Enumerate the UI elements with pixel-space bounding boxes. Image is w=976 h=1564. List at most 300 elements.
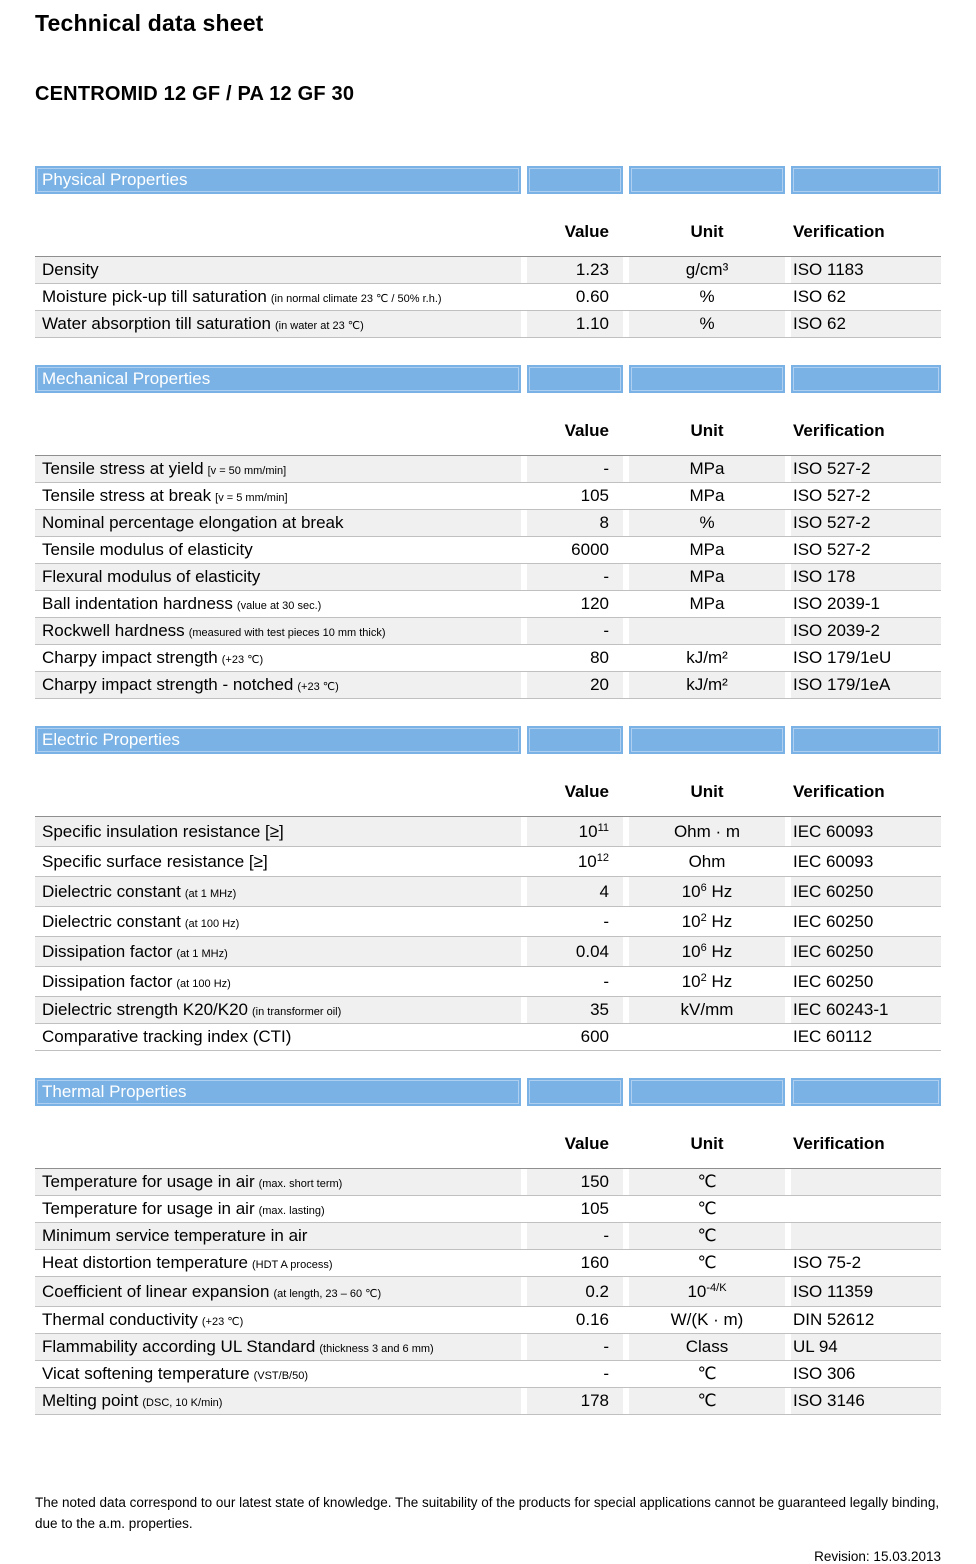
table-row (35, 906, 941, 936)
value-cell (527, 937, 623, 966)
verification-cell: IEC 60250 (793, 912, 874, 931)
section-header-bar (35, 365, 941, 393)
unit-text: MPa (689, 567, 725, 586)
verification-cell: ISO 3146 (791, 1388, 941, 1414)
table-body (35, 455, 941, 699)
verification-cell (791, 1223, 941, 1249)
column-header-value: Value (564, 782, 609, 801)
value-text: 0.04 (575, 942, 609, 961)
property-name: Dielectric constant (42, 912, 181, 931)
properties-section (35, 166, 941, 338)
table-row (35, 1387, 941, 1414)
unit-text: ℃ (697, 1199, 717, 1218)
value-cell (527, 1223, 623, 1249)
section-header-cell (629, 365, 785, 393)
table-row (35, 563, 941, 590)
property-name: Coefficient of linear expansion (42, 1282, 270, 1301)
value-cell (527, 877, 623, 906)
unit-superscript: 6 (700, 882, 707, 894)
table-row (35, 936, 941, 966)
value-text: 1.23 (575, 260, 609, 279)
section-header-cell (527, 365, 623, 393)
column-header-value: Value (564, 1134, 609, 1153)
properties-section (35, 1078, 941, 1415)
property-cell (35, 1277, 521, 1306)
property-name: Flammability according UL Standard (42, 1337, 316, 1356)
column-headers (35, 769, 941, 804)
property-note: (measured with test pieces 10 mm thick) (188, 627, 386, 639)
property-note: (DSC, 10 K/min) (142, 1397, 223, 1409)
property-cell (35, 937, 521, 966)
unit-cell (629, 591, 785, 617)
property-cell (35, 1223, 521, 1249)
section-header-cell (629, 1078, 785, 1106)
property-name: Tensile stress at yield (42, 459, 204, 478)
property-cell (35, 967, 521, 996)
verification-cell: IEC 60243-1 (791, 997, 941, 1023)
table-row (35, 283, 941, 310)
footer-note: The noted data correspond to our latest state of knowledge. The suitability of the products for special applications cannot be guaranteed legally binding, due to the a.m. properties. (35, 1495, 940, 1531)
table-row (35, 966, 941, 996)
value-text: 150 (580, 1172, 609, 1191)
value-cell (527, 907, 623, 936)
table-row (35, 455, 941, 482)
section-title: Mechanical Properties (42, 369, 211, 388)
unit-text: ℃ (697, 1391, 717, 1410)
table-row (35, 1249, 941, 1276)
property-note: (at 1 MHz) (176, 948, 228, 960)
value-cell (527, 967, 623, 996)
section-header-cell (791, 166, 941, 194)
table-body (35, 1168, 941, 1415)
property-name: Comparative tracking index (CTI) (42, 1027, 292, 1046)
table-row (35, 876, 941, 906)
table-row (35, 509, 941, 536)
verification-cell: ISO 306 (793, 1364, 856, 1383)
unit-text: g/cm³ (685, 260, 729, 279)
value-text: 10 (577, 852, 597, 871)
property-cell (35, 618, 521, 644)
property-cell (35, 817, 521, 846)
property-note: (value at 30 sec.) (236, 600, 322, 612)
section-header-cell (527, 726, 623, 754)
value-cell (527, 618, 623, 644)
property-cell (35, 997, 521, 1023)
unit-text: kV/mm (680, 1000, 734, 1019)
section-title: Physical Properties (42, 170, 188, 189)
property-name: Dissipation factor (42, 972, 173, 991)
property-note: (at 100 Hz) (176, 978, 231, 990)
table-row (35, 536, 941, 563)
value-text: - (603, 567, 609, 586)
value-text: - (603, 912, 609, 931)
table-row (35, 617, 941, 644)
property-name: Ball indentation hardness (42, 594, 233, 613)
property-cell (35, 907, 521, 936)
section-header-cell (629, 166, 785, 194)
section-header-cell (791, 365, 941, 393)
property-cell (35, 1307, 521, 1333)
value-text: 80 (590, 648, 609, 667)
unit-cell (629, 284, 785, 310)
unit-cell (629, 672, 785, 698)
value-cell (527, 1388, 623, 1414)
unit-cell (629, 997, 785, 1023)
value-cell (527, 817, 623, 846)
value-text: 600 (580, 1027, 609, 1046)
section-header-cell (791, 1078, 941, 1106)
property-note: (max. lasting) (258, 1205, 325, 1217)
property-cell (35, 1169, 521, 1195)
property-cell (35, 591, 521, 617)
unit-cell (629, 618, 785, 644)
verification-cell: ISO 527-2 (793, 540, 871, 559)
value-text: - (603, 972, 609, 991)
unit-cell (629, 483, 785, 509)
unit-cell (629, 1250, 785, 1276)
unit-text: Class (685, 1337, 729, 1356)
column-header-unit: Unit (690, 782, 724, 801)
unit-cell (629, 817, 785, 846)
verification-cell: IEC 60250 (793, 972, 874, 991)
unit-text: 10 (681, 912, 701, 931)
value-cell (527, 645, 623, 671)
value-text: - (603, 1364, 609, 1383)
value-text: 0.16 (575, 1310, 609, 1329)
value-cell (527, 1361, 623, 1387)
verification-cell: ISO 11359 (791, 1277, 941, 1306)
verification-cell: ISO 2039-1 (793, 594, 880, 613)
unit-tail: Hz (706, 972, 733, 991)
verification-cell (791, 1169, 941, 1195)
value-cell (527, 284, 623, 310)
unit-text: MPa (689, 540, 725, 559)
property-note: [v = 50 mm/min] (207, 465, 287, 477)
value-cell (527, 483, 623, 509)
unit-tail: Hz (706, 942, 733, 961)
property-name: Water absorption till saturation (42, 314, 271, 333)
verification-cell: ISO 527-2 (793, 486, 871, 505)
unit-text: MPa (689, 594, 725, 613)
value-cell (527, 257, 623, 283)
value-text: 4 (599, 882, 609, 901)
unit-text: 10 (687, 1282, 707, 1301)
section-title: Electric Properties (42, 730, 180, 749)
property-name: Vicat softening temperature (42, 1364, 250, 1383)
sections-container (35, 166, 941, 1415)
property-cell (35, 847, 521, 876)
property-note: [v = 5 mm/min] (215, 492, 288, 504)
property-name: Dielectric strength K20/K20 (42, 1000, 248, 1019)
table-row (35, 1360, 941, 1387)
revision: Revision: 15.03.2013 (814, 1548, 941, 1564)
unit-text: % (699, 287, 715, 306)
unit-cell (629, 847, 785, 876)
property-cell (35, 1250, 521, 1276)
property-name: Tensile modulus of elasticity (42, 540, 253, 559)
section-header-cell (629, 726, 785, 754)
property-cell (35, 1361, 521, 1387)
table-row (35, 644, 941, 671)
verification-cell: ISO 75-2 (793, 1253, 862, 1272)
property-cell (35, 257, 521, 283)
table-row (35, 846, 941, 876)
property-name: Temperature for usage in air (42, 1199, 255, 1218)
property-name: Rockwell hardness (42, 621, 185, 640)
column-header-unit: Unit (690, 1134, 724, 1153)
unit-tail: Hz (706, 912, 733, 931)
property-cell (35, 1334, 521, 1360)
property-note: (VST/B/50) (253, 1370, 308, 1382)
table-row (35, 816, 941, 846)
unit-text: % (699, 513, 715, 532)
property-note: (at length, 23 – 60 ℃) (273, 1288, 382, 1300)
value-text: 6000 (571, 540, 609, 559)
property-name: Dissipation factor (42, 942, 173, 961)
verification-cell: ISO 527-2 (791, 456, 941, 482)
unit-text: MPa (689, 486, 725, 505)
value-cell (527, 456, 623, 482)
verification-cell (791, 1196, 941, 1222)
property-name: Moisture pick-up till saturation (42, 287, 267, 306)
section-header-bar (35, 1078, 941, 1106)
verification-cell: IEC 60250 (791, 937, 941, 966)
value-cell (527, 1250, 623, 1276)
unit-cell (629, 877, 785, 906)
value-cell (527, 311, 623, 337)
value-cell (527, 537, 623, 563)
unit-cell (629, 967, 785, 996)
column-header-verification: Verification (793, 782, 885, 801)
value-text: 1.10 (575, 314, 609, 333)
property-cell (35, 1388, 521, 1414)
property-cell (35, 510, 521, 536)
verification-cell: ISO 62 (791, 311, 941, 337)
property-note: (+23 ℃) (201, 1316, 244, 1328)
property-cell (35, 672, 521, 698)
property-note: (+23 ℃) (221, 654, 264, 666)
section-header-bar (35, 726, 941, 754)
column-header-verification: Verification (793, 1134, 885, 1153)
unit-cell (629, 1361, 785, 1387)
property-note: (in transformer oil) (252, 1006, 342, 1018)
property-name: Temperature for usage in air (42, 1172, 255, 1191)
unit-text: MPa (689, 459, 725, 478)
page (35, 0, 941, 1564)
value-text: 120 (580, 594, 609, 613)
property-note: (+23 ℃) (297, 681, 339, 693)
unit-cell (629, 1388, 785, 1414)
property-name: Minimum service temperature in air (42, 1226, 308, 1245)
unit-cell (629, 1223, 785, 1249)
unit-text: 10 (681, 882, 701, 901)
table-row (35, 1276, 941, 1306)
unit-text: ℃ (697, 1226, 717, 1245)
property-name: Heat distortion temperature (42, 1253, 248, 1272)
unit-cell (629, 510, 785, 536)
value-text: - (603, 1337, 609, 1356)
verification-cell: ISO 178 (791, 564, 941, 590)
section-header-cell (35, 726, 521, 754)
value-cell (527, 510, 623, 536)
unit-text: kJ/m² (686, 648, 728, 667)
unit-cell (629, 907, 785, 936)
unit-text: 10 (681, 972, 701, 991)
value-cell (527, 1024, 623, 1050)
unit-cell (629, 1277, 785, 1306)
unit-superscript: 2 (700, 912, 707, 924)
value-text: - (603, 1226, 609, 1245)
property-cell (35, 483, 521, 509)
value-text: 0.60 (575, 287, 609, 306)
value-text: 10 (578, 822, 598, 841)
value-text: 105 (580, 486, 609, 505)
section-header-cell (791, 726, 941, 754)
unit-text: Ohm (688, 852, 726, 871)
column-header-value: Value (564, 222, 609, 241)
verification-cell: IEC 60112 (793, 1027, 873, 1046)
unit-cell (629, 1196, 785, 1222)
property-name: Nominal percentage elongation at break (42, 513, 344, 532)
page-title: Technical data sheet (35, 10, 264, 36)
verification-cell: ISO 1183 (791, 257, 941, 283)
verification-cell: IEC 60093 (793, 852, 874, 871)
unit-superscript: 6 (700, 942, 707, 954)
unit-cell (629, 1334, 785, 1360)
unit-text: % (699, 314, 715, 333)
value-cell (527, 564, 623, 590)
unit-tail: Hz (706, 882, 733, 901)
value-cell (527, 847, 623, 876)
value-cell (527, 1196, 623, 1222)
unit-text: kJ/m² (686, 675, 728, 694)
unit-cell (629, 937, 785, 966)
unit-cell (629, 257, 785, 283)
property-name: Melting point (42, 1391, 139, 1410)
unit-cell (629, 311, 785, 337)
section-header-cell (35, 1078, 521, 1106)
unit-text: ℃ (697, 1253, 717, 1272)
column-header-unit: Unit (690, 421, 724, 440)
property-name: Specific insulation resistance [≥] (42, 822, 284, 841)
section-title: Thermal Properties (42, 1082, 187, 1101)
property-name: Thermal conductivity (42, 1310, 198, 1329)
product-title: CENTROMID 12 GF / PA 12 GF 30 (35, 83, 355, 105)
value-cell (527, 672, 623, 698)
verification-cell: ISO 527-2 (791, 510, 941, 536)
unit-superscript: 2 (700, 972, 707, 984)
table-row (35, 1168, 941, 1195)
property-cell (35, 311, 521, 337)
property-name: Tensile stress at break (42, 486, 212, 505)
table-row (35, 1306, 941, 1333)
property-name: Specific surface resistance [≥] (42, 852, 268, 871)
value-cell (527, 591, 623, 617)
properties-section (35, 365, 941, 699)
value-text: - (603, 459, 609, 478)
value-cell (527, 1334, 623, 1360)
property-name: Charpy impact strength - notched (42, 675, 294, 694)
property-cell (35, 877, 521, 906)
verification-cell: ISO 2039-2 (791, 618, 941, 644)
value-text: 35 (590, 1000, 609, 1019)
verification-cell: IEC 60250 (791, 877, 941, 906)
value-text: 178 (580, 1391, 609, 1410)
unit-cell (629, 1307, 785, 1333)
verification-cell: UL 94 (791, 1334, 941, 1360)
value-text: 160 (580, 1253, 609, 1272)
property-name: Density (42, 260, 99, 279)
value-text: 20 (590, 675, 609, 694)
table-row (35, 256, 941, 283)
section-header-cell (35, 166, 521, 194)
unit-cell (629, 1024, 785, 1050)
value-text: - (603, 621, 609, 640)
table-row (35, 482, 941, 509)
column-headers (35, 1121, 941, 1156)
column-header-unit: Unit (690, 222, 724, 241)
value-superscript: 11 (597, 822, 609, 834)
unit-text: ℃ (697, 1172, 717, 1191)
value-cell (527, 1277, 623, 1306)
property-cell (35, 1196, 521, 1222)
properties-section (35, 726, 941, 1051)
column-headers (35, 209, 941, 244)
verification-cell: DIN 52612 (793, 1310, 875, 1329)
column-header-value: Value (564, 421, 609, 440)
table-body (35, 816, 941, 1051)
verification-cell: ISO 179/1eU (793, 648, 892, 667)
table-row (35, 671, 941, 698)
section-header-cell (527, 1078, 623, 1106)
property-name: Dielectric constant (42, 882, 181, 901)
section-header-cell (35, 365, 521, 393)
table-row (35, 1222, 941, 1249)
unit-text: Ohm · m (673, 822, 741, 841)
property-cell (35, 645, 521, 671)
unit-cell (629, 1169, 785, 1195)
property-cell (35, 564, 521, 590)
property-cell (35, 456, 521, 482)
value-text: 105 (580, 1199, 609, 1218)
property-note: (at 1 MHz) (184, 888, 237, 900)
verification-cell: IEC 60093 (791, 817, 941, 846)
value-text: 0.2 (585, 1282, 609, 1301)
section-header-bar (35, 166, 941, 194)
unit-cell (629, 645, 785, 671)
property-cell (35, 537, 521, 563)
verification-cell: ISO 62 (793, 287, 846, 306)
column-header-verification: Verification (793, 222, 885, 241)
table-row (35, 1333, 941, 1360)
section-header-cell (527, 166, 623, 194)
verification-cell: ISO 179/1eA (791, 672, 941, 698)
table-row (35, 1023, 941, 1050)
table-body (35, 256, 941, 338)
unit-text: W/(K · m) (670, 1310, 744, 1329)
property-note: (thickness 3 and 6 mm) (319, 1343, 434, 1355)
column-headers (35, 408, 941, 443)
property-note: (HDT A process) (252, 1259, 333, 1271)
unit-cell (629, 537, 785, 563)
property-cell (35, 1024, 521, 1050)
value-text: 8 (599, 513, 609, 532)
table-row (35, 996, 941, 1023)
property-name: Charpy impact strength (42, 648, 218, 667)
property-cell (35, 284, 521, 310)
unit-text: ℃ (697, 1364, 717, 1383)
value-cell (527, 1169, 623, 1195)
